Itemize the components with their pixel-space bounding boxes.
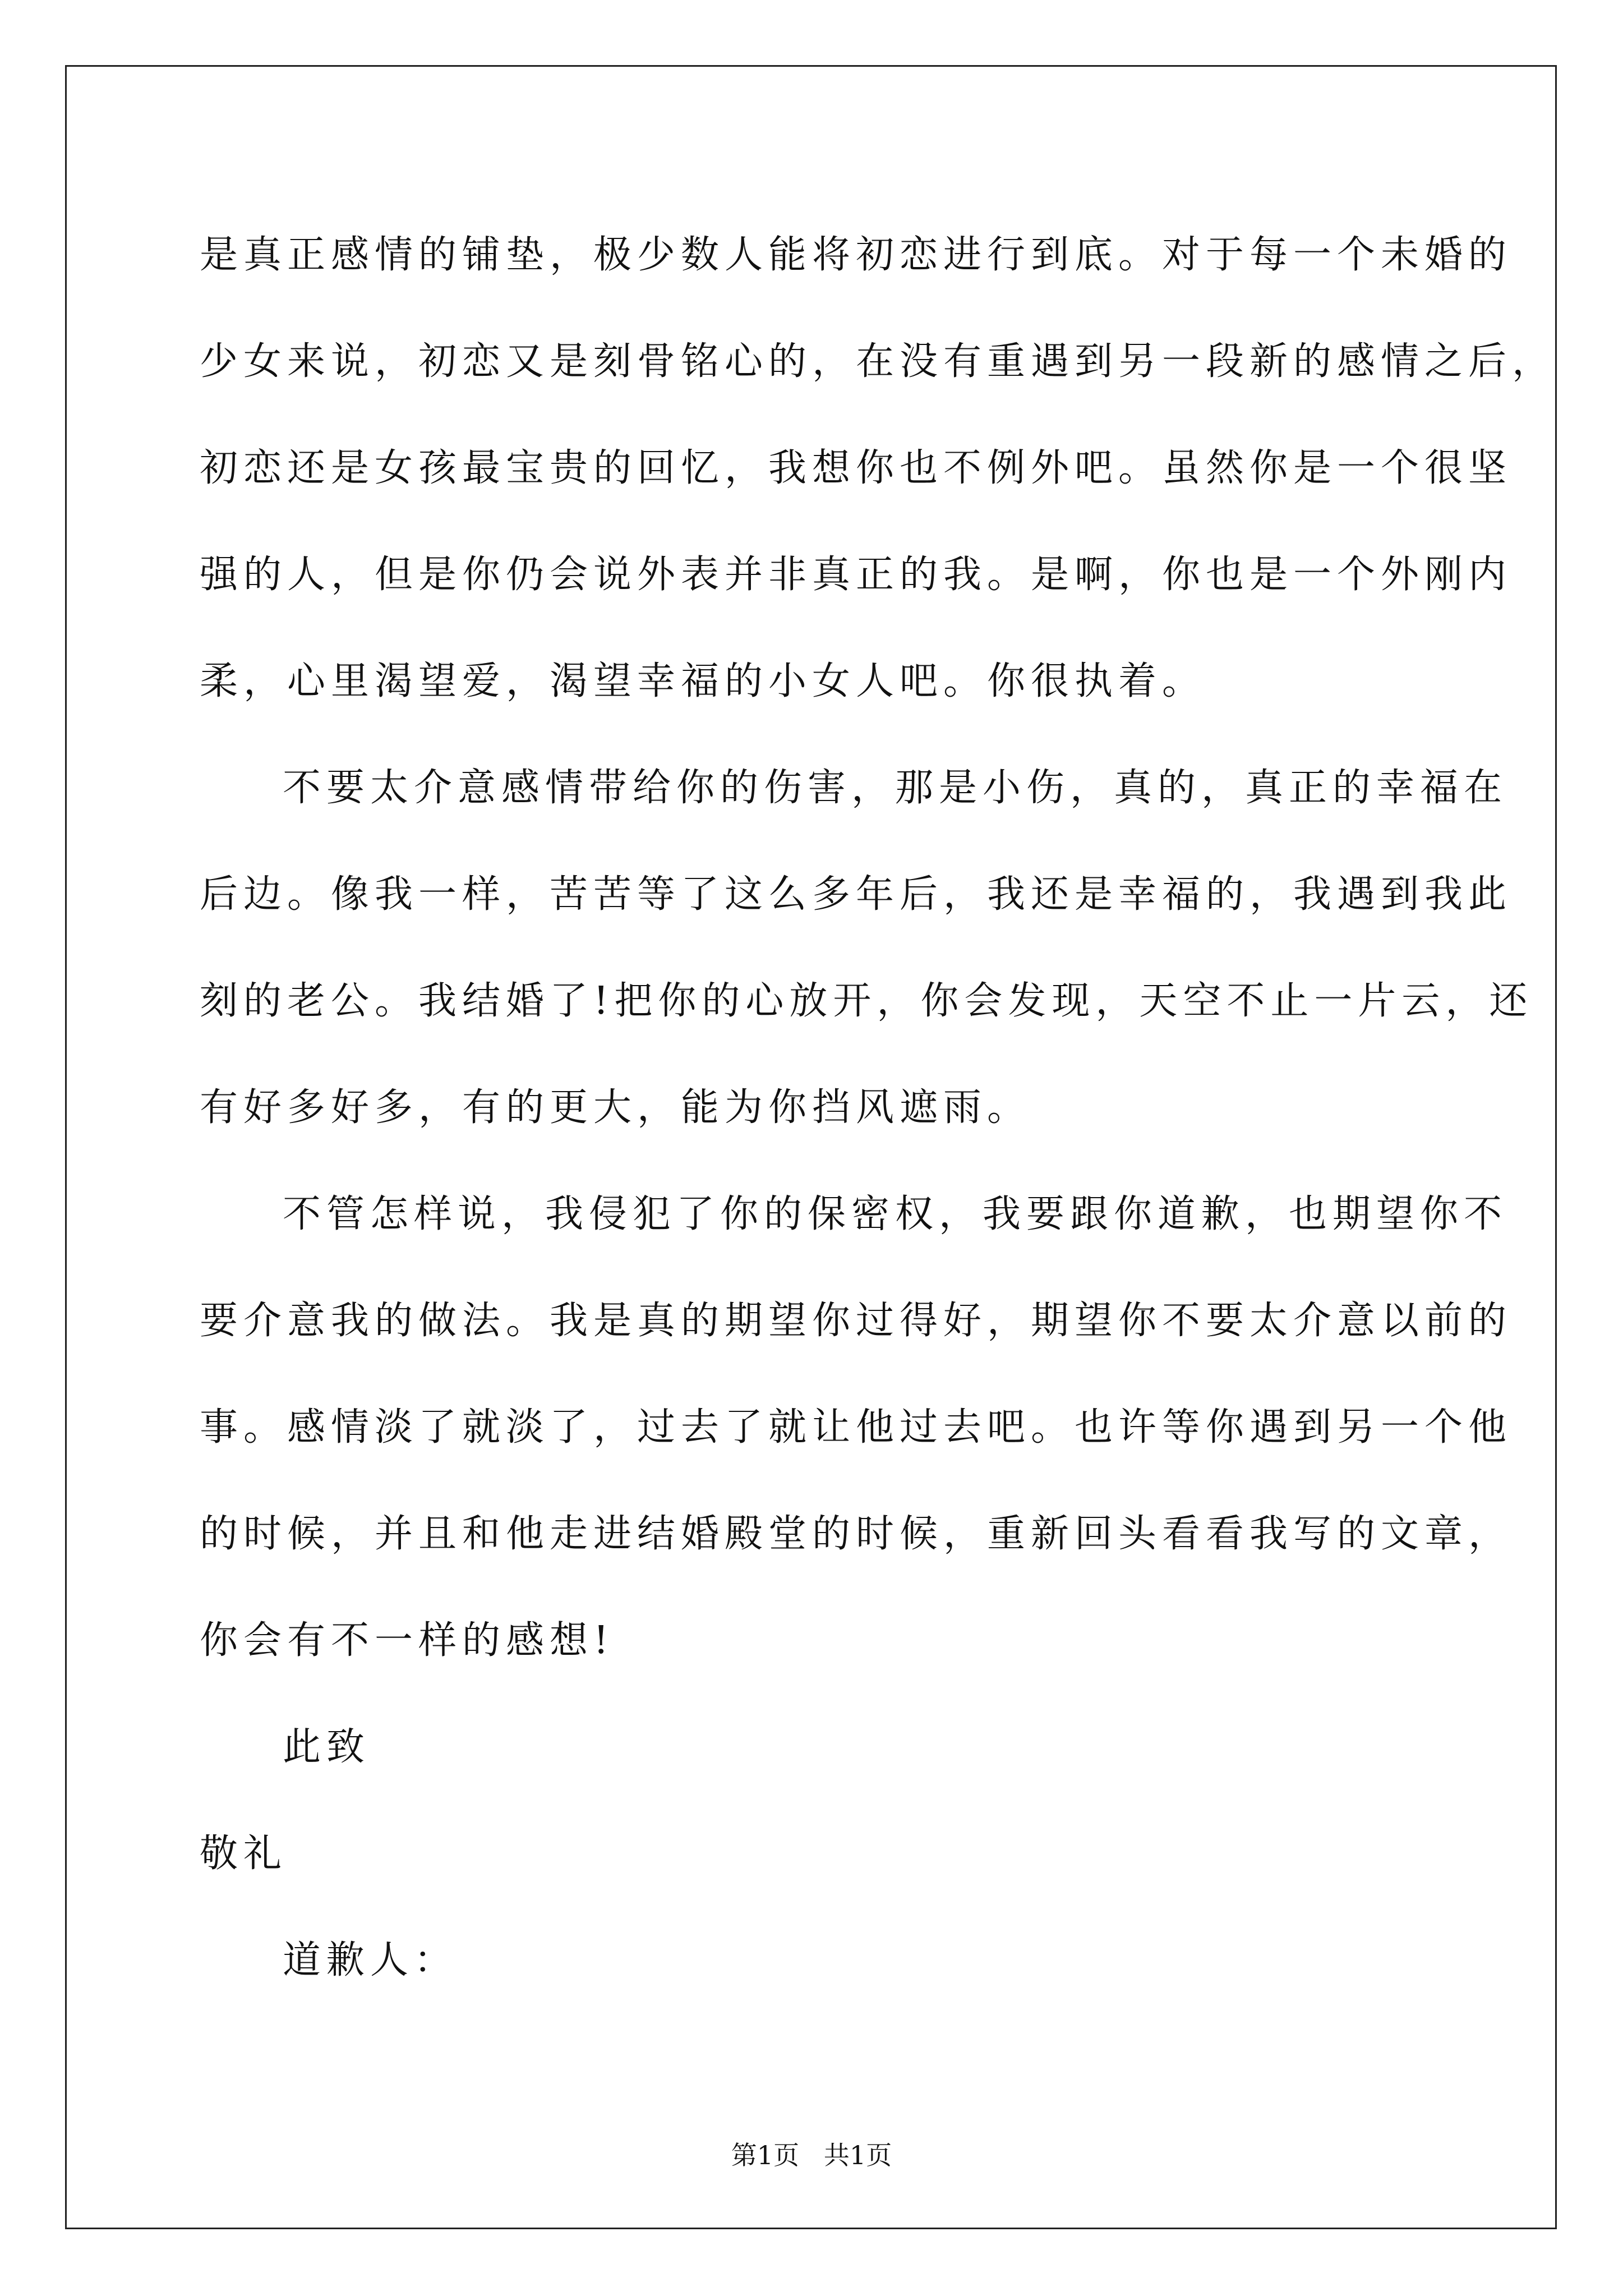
- text-line: 有好多好多，有的更大，能为你挡风遮雨。: [200, 1085, 1031, 1130]
- text-line: 的时候，并且和他走进结婚殿堂的时候，重新回头看看我写的文章，: [200, 1512, 1513, 1556]
- page-footer: 第1页 共1页: [731, 2140, 892, 2170]
- text-line: 是真正感情的铺垫，极少数人能将初恋进行到底。对于每一个未婚的: [200, 233, 1513, 277]
- text-line: 事。感情淡了就淡了，过去了就让他过去吧。也许等你遇到另一个他: [200, 1405, 1513, 1450]
- closing-regards: 敬礼: [200, 1832, 288, 1876]
- text-line: 后边。像我一样，苦苦等了这么多年后，我还是幸福的，我遇到我此: [200, 872, 1513, 917]
- text-line: 刻的老公。我结婚了!把你的心放开，你会发现，天空不止一片云，还: [200, 979, 1533, 1023]
- text-line: 少女来说，初恋又是刻骨铭心的，在没有重遇到另一段新的感情之后，: [200, 339, 1556, 384]
- signature-line: 道歉人：: [283, 1938, 458, 1982]
- text-line: 要介意我的做法。我是真的期望你过得好，期望你不要太介意以前的: [200, 1299, 1513, 1343]
- paragraph-start-line: 不管怎样说，我侵犯了你的保密权，我要跟你道歉，也期望你不: [283, 1192, 1508, 1236]
- text-line: 你会有不一样的感想!: [200, 1618, 615, 1663]
- closing-salutation: 此致: [283, 1725, 371, 1769]
- text-line: 柔，心里渴望爱，渴望幸福的小女人吧。你很执着。: [200, 659, 1206, 703]
- paragraph-start-line: 不要太介意感情带给你的伤害，那是小伤，真的，真正的幸福在: [283, 766, 1508, 810]
- text-line: 强的人，但是你仍会说外表并非真正的我。是啊，你也是一个外刚内: [200, 553, 1513, 597]
- text-line: 初恋还是女孩最宝贵的回忆，我想你也不例外吧。虽然你是一个很坚: [200, 446, 1513, 490]
- letter-body: [200, 202, 1556, 2014]
